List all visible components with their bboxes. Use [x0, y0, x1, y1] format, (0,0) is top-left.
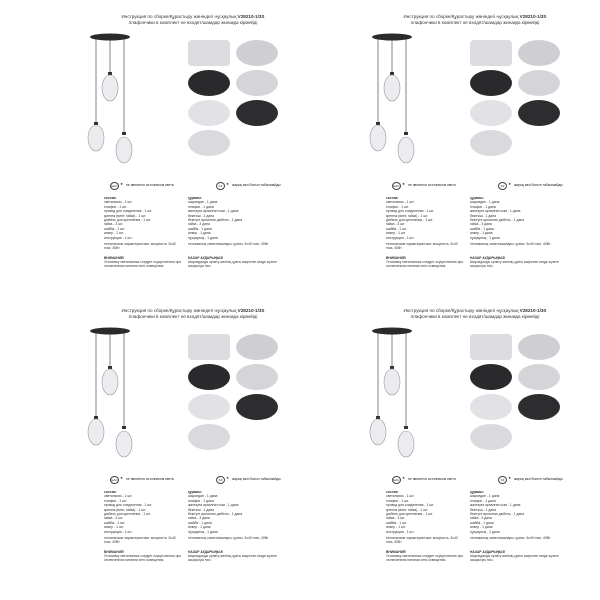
- glass-shade: [398, 431, 414, 457]
- composition-line: анкер - 1 дана: [470, 231, 493, 236]
- card-subtitle: плафончики в комплект не входят/шамдар жинаққа кірмейді: [128, 20, 258, 25]
- card-subtitle: плафончики в комплект не входят/шамдар жинаққа кірмейді: [128, 314, 258, 319]
- composition-line: плафон - 1 шт.: [386, 204, 409, 209]
- instruction-card: [312, 14, 572, 292]
- composition-line: шайба - 1 дана: [188, 226, 212, 231]
- composition-line: шайба - 1 шт.: [386, 520, 407, 525]
- composition-line: шайба - 1 дана: [470, 226, 494, 231]
- composition-line: гайка - 3 шт.: [386, 516, 406, 521]
- pendant-lamp-illustration: [356, 32, 428, 182]
- socket: [108, 366, 112, 369]
- composition-line: гайка - 3 дана: [470, 516, 492, 521]
- star-icon: ★: [508, 476, 512, 480]
- composition-line: плафон - 1 шт.: [104, 204, 127, 209]
- pendant-lamp-illustration: [356, 326, 428, 476]
- photo-canopy: [518, 40, 560, 66]
- glass-shade: [116, 137, 132, 163]
- safety-icons-row: [386, 182, 572, 190]
- composition-kz: құрамы: шырағдан - 1 дана плафон - 1 дана жалғауға арналған сым - 1 дана бекіткіш - 1 дана бекітуге арналған дюбель - 1 дана гайка - 3 дана шайба - 1 дана анкер - 1 дана нұсқаулық - 1 дана: [188, 196, 243, 240]
- composition-line: жалғауға арналған сым - 1 дана: [470, 209, 521, 214]
- icon-caption: не является источником света: [126, 183, 174, 187]
- composition-line: анкер - 1 дана: [188, 525, 211, 530]
- card-subtitle: плафончики в комплект не входят/шамдар жинаққа кірмейді: [410, 20, 540, 25]
- composition-line: инструкция - 1 шт.: [104, 529, 133, 534]
- composition-line: бекіткіш - 1 дана: [470, 213, 496, 218]
- composition-line: дюбель для крепления - 1 шт.: [386, 218, 433, 223]
- photo-mounting: [518, 70, 560, 96]
- icon-caption: жарық көзі болып табылмайды: [232, 183, 281, 187]
- composition-line: плафон - 1 шт.: [104, 498, 127, 503]
- socket: [376, 122, 380, 125]
- composition-line: бекітуге арналған дюбель - 1 дана: [470, 512, 525, 517]
- instruction-card: [312, 308, 572, 586]
- photo-dark-canopy: [470, 364, 512, 390]
- photo-dark-canopy: [188, 364, 230, 390]
- composition-line: крепеж (винт, гайка) - 1 шт.: [386, 507, 429, 512]
- socket: [404, 426, 408, 429]
- composition-line: анкер - 1 дана: [470, 525, 493, 530]
- composition-line: шырағдан - 1 дана: [470, 494, 500, 499]
- composition-line: инструкция - 1 шт.: [104, 235, 133, 240]
- composition-line: жалғауға арналған сым - 1 дана: [188, 503, 239, 508]
- glass-shade: [398, 137, 414, 163]
- composition-line: светильник - 1 шт.: [104, 200, 133, 205]
- star-icon: ★: [226, 182, 230, 186]
- glass-shade: [384, 75, 400, 101]
- photo-dark-canopy: [470, 70, 512, 96]
- card-title: Инструкция по сборке/Құрастыру жөніндегі нұсқаулық V28210-1/3S: [403, 14, 547, 19]
- composition-line: анкер - 1 шт.: [386, 231, 406, 236]
- composition-ru: состав: светильник - 1 шт. плафон - 1 шт. провод для соединения - 1 шт. крепеж (винт, гайка) - 1 шт. дюбель для крепления - 1 шт. гайка - 3 шт. шайба - 1 шт. анкер - 1 шт. инструкция - 1 шт.: [386, 490, 435, 534]
- star-icon: ★: [120, 182, 124, 186]
- socket: [94, 122, 98, 125]
- composition-line: бекіткіш - 1 дана: [188, 213, 214, 218]
- assembly-photos: [184, 40, 280, 180]
- composition-line: крепеж (винт, гайка) - 1 шт.: [386, 213, 429, 218]
- composition-line: бекіткіш - 1 дана: [470, 507, 496, 512]
- composition-line: жалғауға арналған сым - 1 дана: [470, 503, 521, 508]
- composition-line: шырағдан - 1 дана: [188, 200, 218, 205]
- composition-line: гайка - 3 шт.: [104, 516, 124, 521]
- photo-dark-canopy: [518, 100, 560, 126]
- kz-mark-icon: KZ: [498, 476, 507, 484]
- composition-line: светильник - 1 шт.: [386, 200, 415, 205]
- composition-line: шайба - 1 шт.: [386, 226, 407, 231]
- eac-mark-icon: EAC: [111, 184, 118, 188]
- glass-shade: [102, 369, 118, 395]
- composition-line: инструкция - 1 шт.: [386, 235, 415, 240]
- assembly-photos: [466, 334, 562, 474]
- composition-line: светильник - 1 шт.: [104, 494, 133, 499]
- photo-dark-canopy: [188, 70, 230, 96]
- photo-mounting: [236, 70, 278, 96]
- kz-mark-icon: KZ: [498, 182, 507, 190]
- socket: [94, 416, 98, 419]
- composition-line: нұсқаулық - 1 дана: [188, 235, 218, 240]
- photo-screwdriver: [188, 130, 230, 156]
- star-icon: ★: [508, 182, 512, 186]
- card-title: Инструкция по сборке/Құрастыру жөніндегі нұсқаулық V28210-1/3S: [403, 308, 547, 313]
- safety-icons-row: [104, 476, 290, 484]
- icon-caption: не является источником света: [408, 477, 456, 481]
- socket: [122, 426, 126, 429]
- photo-wiring: [470, 100, 512, 126]
- eac-mark-icon: EAC: [393, 478, 400, 482]
- socket: [122, 132, 126, 135]
- specs-ru: технические характеристики: мощность: 3х40 max, 40Вт: [386, 536, 458, 545]
- composition-line: бекіткіш - 1 дана: [188, 507, 214, 512]
- composition-line: крепеж (винт, гайка) - 1 шт.: [104, 213, 147, 218]
- photo-canopy: [236, 40, 278, 66]
- photo-canopy: [236, 334, 278, 360]
- safety-icons-row: [386, 476, 572, 484]
- composition-line: провод для соединения - 1 шт.: [104, 209, 153, 214]
- warning-ru: ВНИМАНИЕ! Установку светильника следует осуществлять при отключенном питании сети освещения.: [386, 256, 464, 268]
- composition-line: гайка - 3 дана: [188, 222, 210, 227]
- composition-line: плафон - 1 дана: [470, 498, 496, 503]
- specs-kz: техникалық сипаттамалары: қуаты: 3х40 max, 40Вт: [188, 242, 269, 246]
- composition-line: шайба - 1 дана: [470, 520, 494, 525]
- composition-kz: құрамы: шырағдан - 1 дана плафон - 1 дана жалғауға арналған сым - 1 дана бекіткіш - 1 дана бекітуге арналған дюбель - 1 дана гайка - 3 дана шайба - 1 дана анкер - 1 дана нұсқаулық - 1 дана: [470, 196, 525, 240]
- composition-line: анкер - 1 шт.: [104, 231, 124, 236]
- composition-line: бекітуге арналған дюбель - 1 дана: [470, 218, 525, 223]
- warning-kz: НАЗАР АУДАРЫҢЫЗ! Шырағданды орнату желінің қуаты өшірілген кезде жүзеге асырылуы тиіс.: [188, 550, 277, 562]
- composition-line: гайка - 3 дана: [470, 222, 492, 227]
- glass-shade: [384, 369, 400, 395]
- composition-line: нұсқаулық - 1 дана: [470, 529, 500, 534]
- photo-screwdriver: [470, 130, 512, 156]
- star-icon: ★: [120, 476, 124, 480]
- specs-kz: техникалық сипаттамалары: қуаты: 3х40 max, 40Вт: [470, 536, 551, 540]
- photo-dark-canopy: [236, 100, 278, 126]
- photo-dark-canopy: [236, 394, 278, 420]
- composition-line: дюбель для крепления - 1 шт.: [104, 512, 151, 517]
- composition-line: шырағдан - 1 дана: [470, 200, 500, 205]
- kz-mark-icon: KZ: [216, 182, 225, 190]
- assembly-photos: [184, 334, 280, 474]
- photo-canopy: [518, 334, 560, 360]
- composition-line: инструкция - 1 шт.: [386, 529, 415, 534]
- composition-line: нұсқаулық - 1 дана: [470, 235, 500, 240]
- glass-shade: [116, 431, 132, 457]
- card-subtitle: плафончики в комплект не входят/шамдар жинаққа кірмейді: [410, 314, 540, 319]
- card-title: Инструкция по сборке/Құрастыру жөніндегі нұсқаулық V28210-1/3S: [121, 14, 265, 19]
- socket: [404, 132, 408, 135]
- photo-dark-canopy: [518, 394, 560, 420]
- glass-shade: [88, 125, 104, 151]
- icon-caption: жарық көзі болып табылмайды: [514, 477, 563, 481]
- icon-caption: не является источником света: [126, 477, 174, 481]
- eac-mark-icon: EAC: [111, 478, 118, 482]
- warning-kz: НАЗАР АУДАРЫҢЫЗ! Шырағданды орнату желінің қуаты өшірілген кезде жүзеге асырылуы тиіс.: [188, 256, 277, 268]
- composition-line: крепеж (винт, гайка) - 1 шт.: [104, 507, 147, 512]
- instruction-card: [30, 14, 290, 292]
- photo-wiring: [188, 394, 230, 420]
- assembly-photos: [466, 40, 562, 180]
- glass-shade: [370, 125, 386, 151]
- photo-bracket: [188, 40, 230, 66]
- socket: [376, 416, 380, 419]
- photo-mounting: [236, 364, 278, 390]
- composition-line: плафон - 1 дана: [470, 204, 496, 209]
- icon-caption: не является источником света: [408, 183, 456, 187]
- composition-line: бекітуге арналған дюбель - 1 дана: [188, 512, 243, 517]
- composition-line: дюбель для крепления - 1 шт.: [386, 512, 433, 517]
- warning-ru: ВНИМАНИЕ! Установку светильника следует осуществлять при отключенном питании сети освещения.: [104, 550, 182, 562]
- star-icon: ★: [402, 182, 406, 186]
- eac-mark-icon: EAC: [393, 184, 400, 188]
- pendant-lamp-illustration: [74, 32, 146, 182]
- specs-ru: технические характеристики: мощность: 3х40 max, 40Вт: [386, 242, 458, 251]
- icon-caption: жарық көзі болып табылмайды: [514, 183, 563, 187]
- glass-shade: [370, 419, 386, 445]
- composition-line: бекітуге арналған дюбель - 1 дана: [188, 218, 243, 223]
- star-icon: ★: [226, 476, 230, 480]
- pendant-lamp-illustration: [74, 326, 146, 476]
- composition-kz: құрамы: шырағдан - 1 дана плафон - 1 дана жалғауға арналған сым - 1 дана бекіткіш - 1 дана бекітуге арналған дюбель - 1 дана гайка - 3 дана шайба - 1 дана анкер - 1 дана нұсқаулық - 1 дана: [470, 490, 525, 534]
- photo-mounting: [518, 364, 560, 390]
- kz-mark-icon: KZ: [216, 476, 225, 484]
- icon-caption: жарық көзі болып табылмайды: [232, 477, 281, 481]
- socket: [390, 366, 394, 369]
- composition-line: шайба - 1 шт.: [104, 520, 125, 525]
- card-title: Инструкция по сборке/Құрастыру жөніндегі нұсқаулық V28210-1/3S: [121, 308, 265, 313]
- photo-bracket: [470, 334, 512, 360]
- socket: [390, 72, 394, 75]
- composition-line: гайка - 3 дана: [188, 516, 210, 521]
- composition-line: дюбель для крепления - 1 шт.: [104, 218, 151, 223]
- glass-shade: [102, 75, 118, 101]
- composition-line: плафон - 1 дана: [188, 204, 214, 209]
- composition-line: гайка - 3 шт.: [386, 222, 406, 227]
- photo-bracket: [470, 40, 512, 66]
- composition-ru: состав: светильник - 1 шт. плафон - 1 шт. провод для соединения - 1 шт. крепеж (винт, гайка) - 1 шт. дюбель для крепления - 1 шт. гайка - 3 шт. шайба - 1 шт. анкер - 1 шт. инструкция - 1 шт.: [104, 490, 153, 534]
- composition-line: шайба - 1 дана: [188, 520, 212, 525]
- composition-line: анкер - 1 шт.: [104, 525, 124, 530]
- warning-ru: ВНИМАНИЕ! Установку светильника следует осуществлять при отключенном питании сети освещения.: [104, 256, 182, 268]
- composition-line: гайка - 3 шт.: [104, 222, 124, 227]
- composition-line: анкер - 1 дана: [188, 231, 211, 236]
- star-icon: ★: [402, 476, 406, 480]
- composition-line: шырағдан - 1 дана: [188, 494, 218, 499]
- warning-kz: НАЗАР АУДАРЫҢЫЗ! Шырағданды орнату желінің қуаты өшірілген кезде жүзеге асырылуы тиіс.: [470, 550, 559, 562]
- glass-shade: [88, 419, 104, 445]
- photo-screwdriver: [470, 424, 512, 450]
- instruction-card: [30, 308, 290, 586]
- composition-ru: состав: светильник - 1 шт. плафон - 1 шт. провод для соединения - 1 шт. крепеж (винт, гайка) - 1 шт. дюбель для крепления - 1 шт. гайка - 3 шт. шайба - 1 шт. анкер - 1 шт. инструкция - 1 шт.: [386, 196, 435, 240]
- photo-screwdriver: [188, 424, 230, 450]
- composition-line: шайба - 1 шт.: [104, 226, 125, 231]
- photo-bracket: [188, 334, 230, 360]
- socket: [108, 72, 112, 75]
- safety-icons-row: [104, 182, 290, 190]
- composition-kz: құрамы: шырағдан - 1 дана плафон - 1 дана жалғауға арналған сым - 1 дана бекіткіш - 1 дана бекітуге арналған дюбель - 1 дана гайка - 3 дана шайба - 1 дана анкер - 1 дана нұсқаулық - 1 дана: [188, 490, 243, 534]
- photo-wiring: [188, 100, 230, 126]
- composition-line: провод для соединения - 1 шт.: [386, 503, 435, 508]
- specs-ru: технические характеристики: мощность: 3х40 max, 40Вт: [104, 242, 176, 251]
- composition-line: анкер - 1 шт.: [386, 525, 406, 530]
- composition-ru: состав: светильник - 1 шт. плафон - 1 шт. провод для соединения - 1 шт. крепеж (винт, гайка) - 1 шт. дюбель для крепления - 1 шт. гайка - 3 шт. шайба - 1 шт. анкер - 1 шт. инструкция - 1 шт.: [104, 196, 153, 240]
- warning-ru: ВНИМАНИЕ! Установку светильника следует осуществлять при отключенном питании сети освещения.: [386, 550, 464, 562]
- composition-line: провод для соединения - 1 шт.: [386, 209, 435, 214]
- warning-kz: НАЗАР АУДАРЫҢЫЗ! Шырағданды орнату желінің қуаты өшірілген кезде жүзеге асырылуы тиіс.: [470, 256, 559, 268]
- specs-kz: техникалық сипаттамалары: қуаты: 3х40 max, 40Вт: [470, 242, 551, 246]
- composition-line: плафон - 1 шт.: [386, 498, 409, 503]
- composition-line: провод для соединения - 1 шт.: [104, 503, 153, 508]
- composition-line: светильник - 1 шт.: [386, 494, 415, 499]
- composition-line: жалғауға арналған сым - 1 дана: [188, 209, 239, 214]
- composition-line: плафон - 1 дана: [188, 498, 214, 503]
- photo-wiring: [470, 394, 512, 420]
- specs-ru: технические характеристики: мощность: 3х40 max, 40Вт: [104, 536, 176, 545]
- specs-kz: техникалық сипаттамалары: қуаты: 3х40 max, 40Вт: [188, 536, 269, 540]
- composition-line: нұсқаулық - 1 дана: [188, 529, 218, 534]
